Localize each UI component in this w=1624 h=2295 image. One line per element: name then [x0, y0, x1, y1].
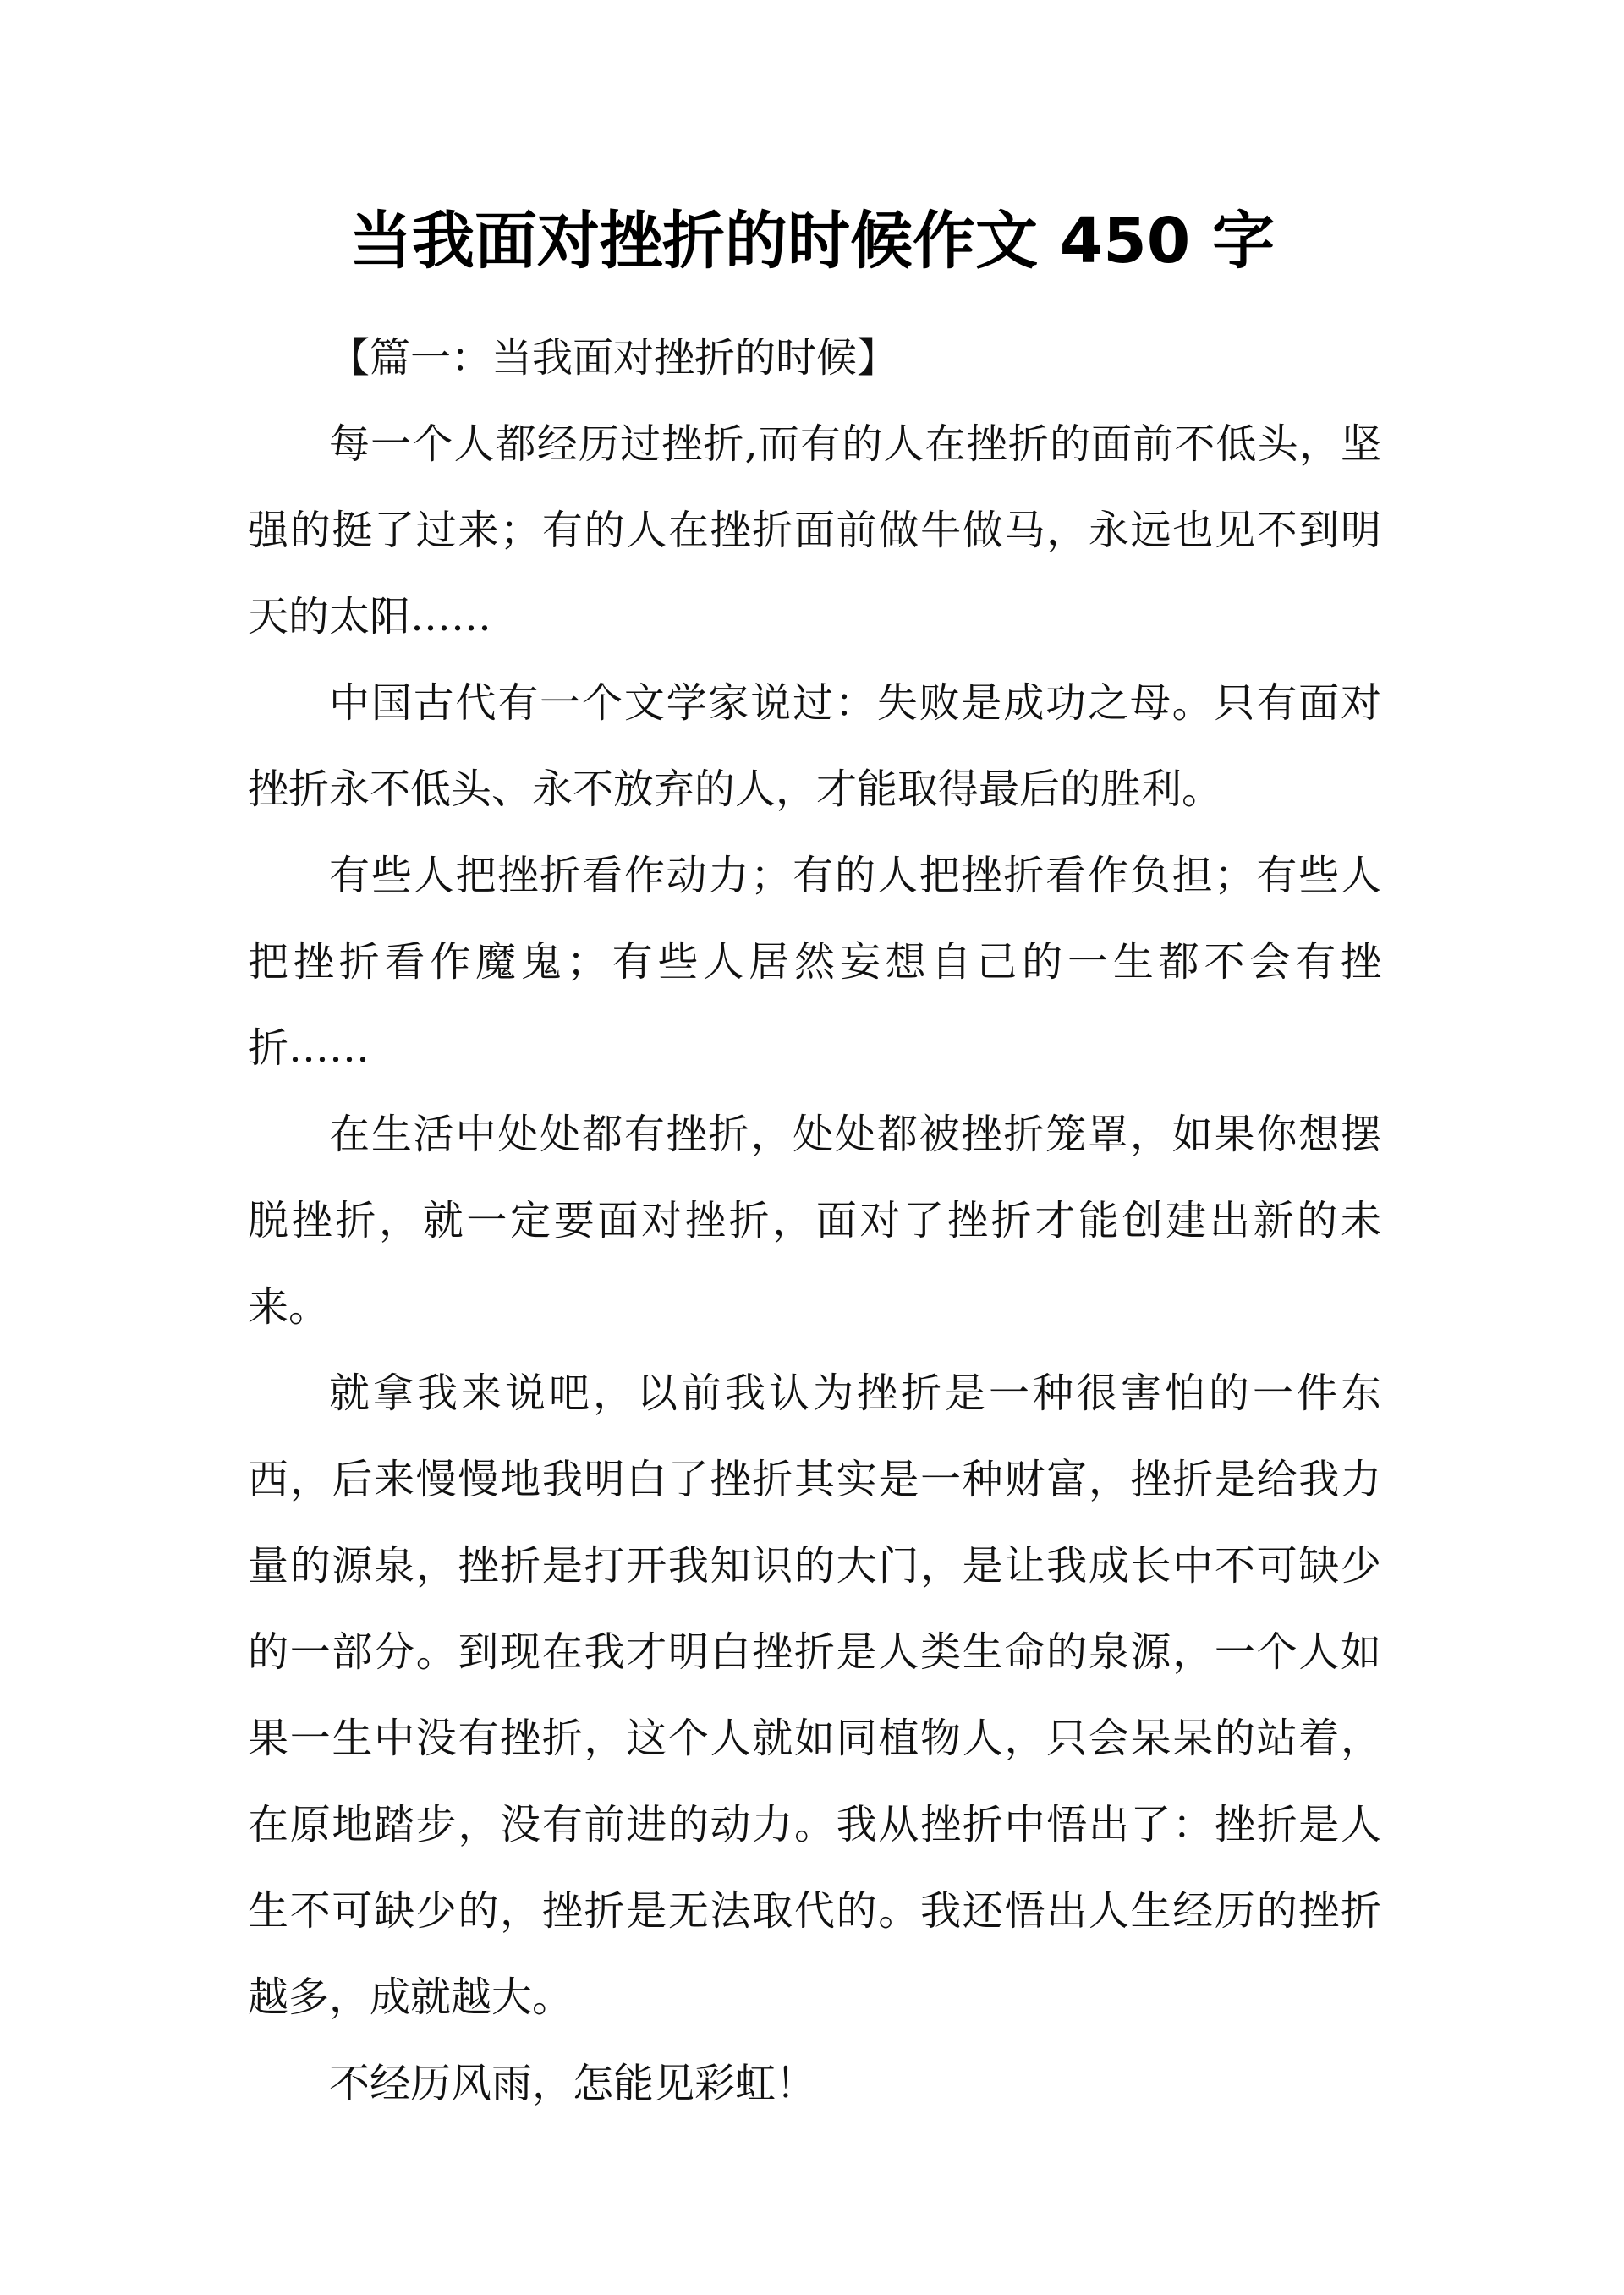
paragraph-6: 不经历风雨，怎能见彩虹！ — [329, 2060, 817, 2107]
page-title: 当我面对挫折的时候作文 450 字 — [349, 205, 1275, 277]
essay-body — [248, 315, 1381, 2127]
section-heading: 【篇一：当我面对挫折的时候】 — [329, 334, 898, 382]
paragraph-3: 有些人把挫折看作动力；有的人把挫折看作负担；有些人把挫折看作魔鬼；有些人居然妄想自己的一生都不会有挫折…… — [248, 852, 1381, 1072]
paragraph-4: 在生活中处处都有挫折，处处都被挫折笼罩，如果你想摆脱挫折，就一定要面对挫折，面对了挫折才能创建出新的未来。 — [248, 1111, 1381, 1331]
paragraph-2: 中国古代有一个文学家说过：失败是成功之母。只有面对挫折永不低头、永不放弃的人，才能取得最后的胜利。 — [248, 679, 1381, 813]
paragraph-5: 就拿我来说吧，以前我认为挫折是一种很害怕的一件东西，后来慢慢地我明白了挫折其实是一种财富，挫折是给我力量的源泉，挫折是打开我知识的大门，是让我成长中不可缺少的一部分。到现在我才明白挫折是人类生命的泉源，一个人如果一生中没有挫折，这个人就如同植物人，只会呆呆的站着，在原地踏步，没有前进的动力。我从挫折中悟出了：挫折是人生不可缺少的，挫折是无法取代的。我还悟出人生经历的挫折越多，成就越大。 — [248, 1370, 1381, 2021]
paragraph-1: 每一个人都经历过挫折,而有的人在挫折的面前不低头，坚强的挺了过来；有的人在挫折面前做牛做马，永远也见不到明天的太阳…… — [248, 420, 1381, 640]
